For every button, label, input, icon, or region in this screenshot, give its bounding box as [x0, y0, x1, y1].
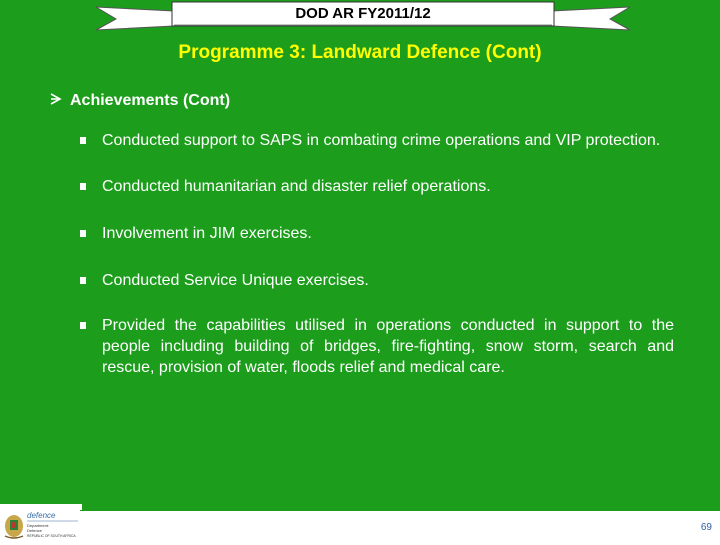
page-number: 69	[700, 522, 712, 533]
header-right-wing	[552, 7, 630, 30]
list-item-text: Conducted Service Unique exercises.	[102, 272, 369, 289]
list-item	[80, 130, 674, 151]
list-item-text: Conducted support to SAPS in combating crime operations and VIP protection.	[102, 132, 661, 149]
logo-subtext-3: REPUBLIC OF SOUTH AFRICA	[27, 534, 76, 538]
list-item-text: Provided the capabilities utilised in operations conducted in support to the people including building of bridges, fire-fighting, snow storm, search and rescue, provision of water, floods relief and medical care.	[102, 317, 674, 376]
list-item	[80, 315, 674, 378]
square-bullet-icon	[80, 230, 86, 237]
square-bullet-icon	[80, 322, 86, 329]
list-item-text: Involvement in JIM exercises.	[102, 225, 312, 242]
logo-wordmark: defence	[27, 511, 56, 520]
list-item-text: Conducted humanitarian and disaster relief operations.	[102, 178, 491, 195]
achievements-list	[80, 130, 674, 378]
square-bullet-icon	[80, 183, 86, 190]
footer-divider	[80, 510, 720, 511]
logo-subtext-1: Department:	[27, 523, 50, 528]
square-bullet-icon	[80, 137, 86, 144]
list-item	[80, 223, 674, 244]
arrow-bullet-icon	[50, 92, 70, 108]
list-item	[80, 270, 674, 291]
header-title: DOD AR FY2011/12	[295, 5, 431, 22]
coat-of-arms-icon	[5, 515, 23, 538]
square-bullet-icon	[80, 277, 86, 284]
section-heading	[50, 92, 230, 110]
logo-subtext-2: Defence	[27, 528, 42, 533]
slide-title: Programme 3: Landward Defence (Cont)	[178, 42, 542, 63]
list-item	[80, 176, 674, 197]
header-left-wing	[96, 7, 174, 30]
defence-logo	[0, 504, 82, 540]
section-heading-label: Achievements (Cont)	[70, 92, 231, 109]
